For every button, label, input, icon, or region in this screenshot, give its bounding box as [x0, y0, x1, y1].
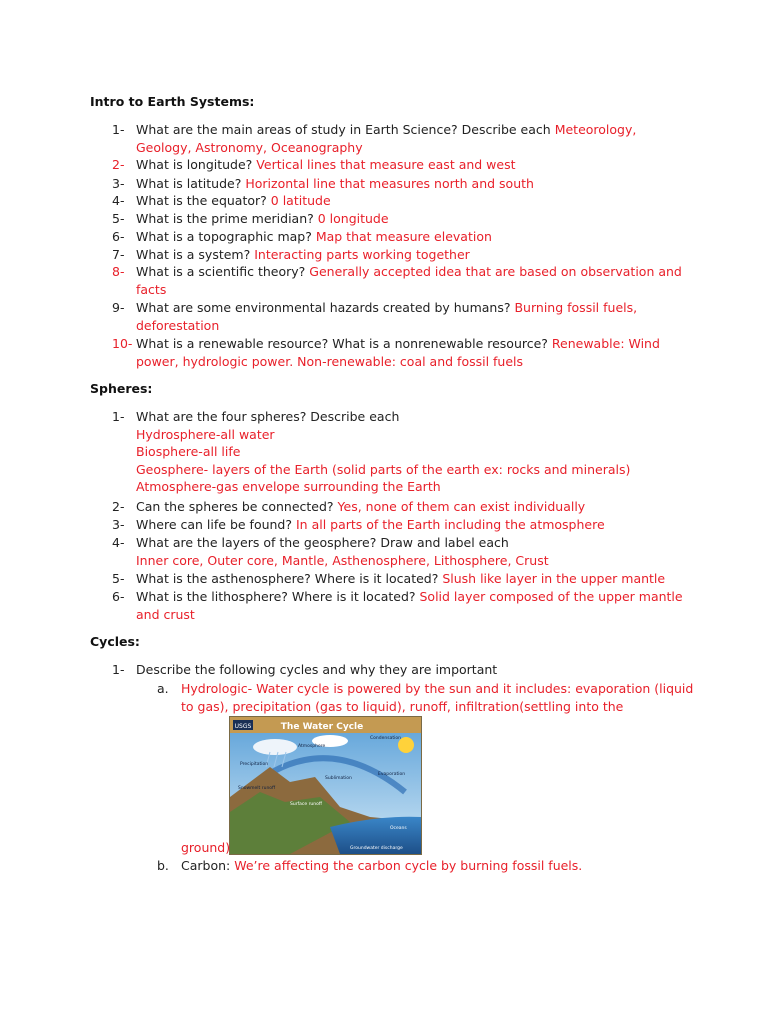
item-number: 4- — [112, 535, 125, 550]
question-text: What is the asthenosphere? Where is it located? — [136, 571, 443, 586]
answer-text: Solid layer composed of the upper mantle and crust — [136, 589, 683, 622]
item-number: 5- — [112, 211, 125, 226]
item-number: 6- — [112, 229, 125, 244]
answer-text: Map that measure elevation — [315, 229, 492, 244]
label-precipitation: Precipitation — [240, 762, 269, 767]
cycles-sub-b — [157, 857, 697, 875]
label-surface-runoff: Surface runoff — [290, 802, 322, 807]
label-sublimation: Sublimation — [325, 776, 352, 781]
answer-text: Renewable: Wind power, hydrologic power. Non-renewable: coal and fossil fuels — [136, 336, 660, 369]
question-text: Where can life be found? — [136, 517, 296, 532]
intro-item-3 — [112, 175, 692, 193]
intro-item-8 — [112, 263, 692, 298]
section-title-cycles: Cycles: — [90, 634, 140, 649]
item-number: 4- — [112, 193, 125, 208]
hydrologic-answer-tail: ground) — [181, 840, 231, 855]
question-text: What are the main areas of study in Earth Science? Describe each — [136, 122, 555, 137]
figure-title: The Water Cycle — [280, 722, 364, 732]
usgs-logo: USGS — [234, 723, 252, 730]
sub-letter: a. — [157, 681, 169, 696]
item-number: 8- — [112, 264, 125, 279]
item-number: 2- — [112, 499, 125, 514]
cloud-icon — [253, 739, 297, 755]
answer-text: Inner core, Outer core, Mantle, Asthenosphere, Lithosphere, Crust — [136, 552, 549, 568]
item-number: 3- — [112, 517, 125, 532]
spheres-item-3 — [112, 516, 692, 534]
item-number: 2- — [112, 157, 125, 172]
question-text: What is latitude? — [136, 176, 246, 191]
label-groundwater: Groundwater discharge — [350, 846, 403, 851]
answer-atmosphere: Atmosphere-gas envelope surrounding the Earth — [136, 479, 441, 494]
label-oceans: Oceans — [390, 826, 407, 831]
sub-letter: b. — [157, 858, 169, 873]
spheres-item-5 — [112, 570, 692, 588]
label-evaporation: Evaporation — [378, 772, 406, 777]
question-text: What is longitude? — [136, 157, 257, 172]
cycles-sub-a — [157, 680, 697, 715]
question-text: Can the spheres be connected? — [136, 499, 338, 514]
answer-hydrosphere: Hydrosphere-all water — [136, 426, 275, 442]
question-text: What is a renewable resource? What is a nonrenewable resource? — [136, 336, 552, 351]
answer-text: Meteorology, Geology, Astronomy, Oceanography — [136, 122, 637, 155]
answer-text: Generally accepted idea that are based on observation and facts — [136, 264, 682, 297]
carbon-answer: We’re affecting the carbon cycle by burning fossil fuels. — [234, 858, 583, 873]
item-number: 3- — [112, 176, 125, 191]
question-text: What are some environmental hazards created by humans? — [136, 300, 515, 315]
spheres-item-6 — [112, 588, 692, 623]
label-condensation: Condensation — [370, 736, 401, 741]
answer-text: Yes, none of them can exist individually — [337, 499, 586, 514]
label-snowmelt: Snowmelt runoff — [238, 786, 276, 791]
intro-item-6 — [112, 228, 692, 246]
question-text: What are the four spheres? Describe each — [136, 409, 400, 424]
intro-item-5 — [112, 210, 692, 228]
answer-text: Vertical lines that measure east and west — [256, 157, 516, 172]
item-number: 1- — [112, 662, 125, 677]
section-title-intro: Intro to Earth Systems: — [90, 94, 255, 109]
answer-text: 0 longitude — [317, 211, 389, 226]
hydrologic-answer: Hydrologic- Water cycle is powered by the sun and it includes: evaporation (liquid to gas), precipitation (gas to liquid), runoff, infiltration(settling into the — [181, 681, 694, 714]
intro-item-1 — [112, 121, 692, 156]
question-text: What is a system? — [136, 247, 255, 262]
water-cycle-diagram — [229, 716, 422, 855]
intro-item-4 — [112, 192, 692, 210]
item-number: 6- — [112, 589, 125, 604]
intro-item-9 — [112, 299, 692, 334]
answer-text: Burning fossil fuels, deforestation — [136, 300, 638, 333]
answer-text: Interacting parts working together — [254, 247, 470, 262]
answer-text: In all parts of the Earth including the atmosphere — [295, 517, 605, 532]
question-text: What is the prime meridian? — [136, 211, 318, 226]
item-number: 5- — [112, 571, 125, 586]
question-text: Describe the following cycles and why they are important — [136, 662, 498, 677]
answer-text: Horizontal line that measures north and south — [245, 176, 534, 191]
section-title-spheres: Spheres: — [90, 381, 153, 396]
item-number: 10- — [112, 336, 133, 351]
intro-item-2 — [112, 156, 692, 174]
answer-text: Slush like layer in the upper mantle — [442, 571, 666, 586]
question-text: What are the layers of the geosphere? Draw and label each — [136, 535, 509, 550]
question-text: What is the equator? — [136, 193, 271, 208]
item-number: 7- — [112, 247, 125, 262]
spheres-item-1 — [112, 408, 692, 496]
answer-geosphere: Geosphere- layers of the Earth (solid parts of the earth ex: rocks and minerals) — [136, 461, 631, 477]
cycles-item-1 — [112, 661, 692, 679]
item-number: 1- — [112, 409, 125, 424]
item-number: 9- — [112, 300, 125, 315]
label-atmosphere: Atmosphere — [298, 744, 326, 749]
item-number: 1- — [112, 122, 125, 137]
intro-item-10 — [112, 335, 692, 370]
carbon-label: Carbon: — [181, 858, 235, 873]
answer-biosphere: Biosphere-all life — [136, 444, 241, 459]
answer-text: 0 latitude — [270, 193, 331, 208]
spheres-item-4 — [112, 534, 692, 569]
intro-item-7 — [112, 246, 692, 264]
spheres-item-2 — [112, 498, 692, 516]
question-text: What is a scientific theory? — [136, 264, 310, 279]
question-text: What is the lithosphere? Where is it located? — [136, 589, 420, 604]
question-text: What is a topographic map? — [136, 229, 316, 244]
